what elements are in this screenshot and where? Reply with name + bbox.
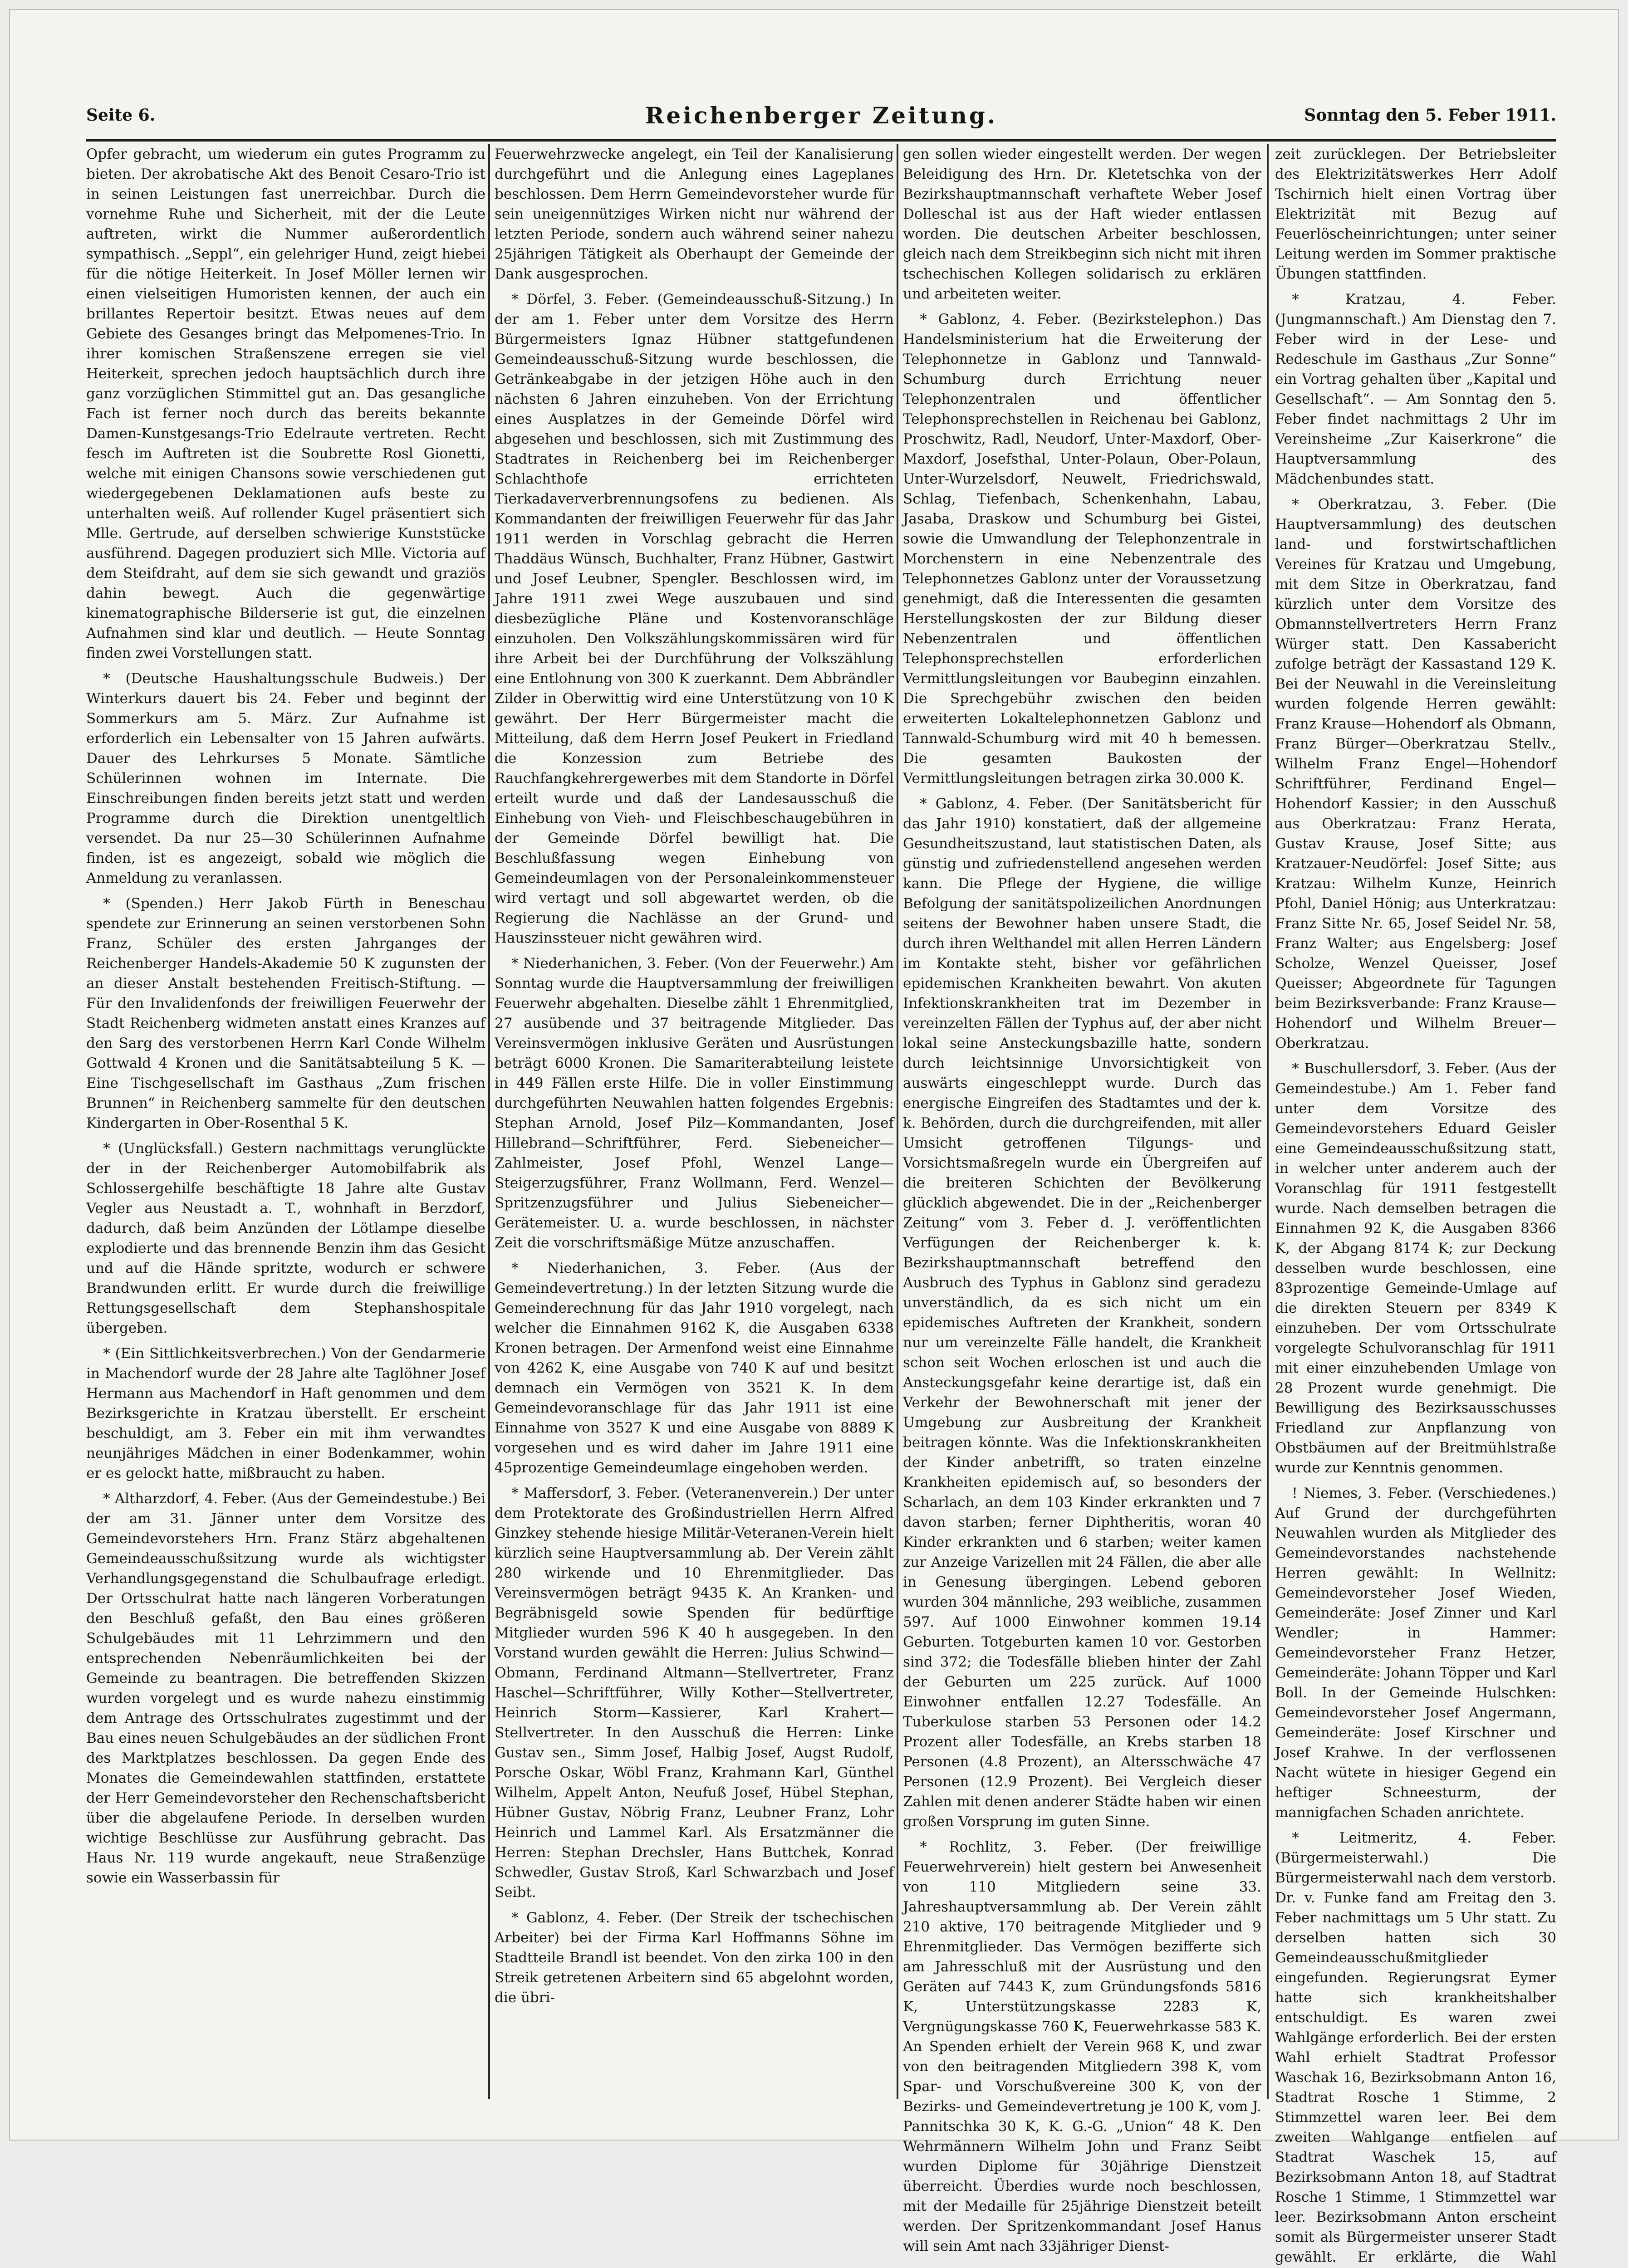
column-3 — [903, 144, 1261, 2254]
article-paragraph: * Altharzdorf, 4. Feber. (Aus der Gemeindestube.) Bei der am 31. Jänner unter dem Vorsitze des Gemeindevorstehers Hrn. Franz Stärz abgehaltenen Gemeindeausschußsitzung wurde als wichtigster Verhandlungsgegenstand die Schulbaufrage erledigt. Der Ortsschulrat hatte nach längeren Vorberatungen den Beschluß gefaßt, den Bau eines größeren Schulgebäudes mit 11 Lehrzimmern und den entsprechenden Nebenräumlichkeiten bei der Gemeinde zu beantragen. Die betreffenden Skizzen wurden vorgelegt und es wurde nahezu einstimmig dem Antrage des Ortsschulrates zugestimmt und der Bau eines neuen Schulgebäudes an der südlichen Front des Marktplatzes beschlossen. Da gegen Ende des Monates die Gemeindewahlen stattfinden, erstattete der Herr Gemeindevorsteher den Rechenschaftsbericht über die abgelaufene Periode. In derselben wurden wichtige Beschlüsse zur Ausführung gebracht. Das Haus Nr. 119 wurde angekauft, neue Straßenzüge sowie ein Wasserbassin für — [86, 1491, 485, 1886]
article-paragraph: * Buschullersdorf, 3. Feber. (Aus der Gemeindestube.) Am 1. Feber fand unter dem Vorsitze des Gemeindevorstehers Eduard Geisler eine Gemeindeausschußsitzung statt, in welcher unter anderem auch der Voranschlag für 1911 festgestellt wurde. Nach demselben betragen die Einnahmen 92 K, die Ausgaben 8366 K, der Abgang 8174 K; zur Deckung desselben wurde beschlossen, eine 83prozentige Gemeinde-Umlage auf die direkten Steuern per 8349 K einzuheben. Der vom Ortsschulrate vorgelegte Schulvoranschlag für 1911 mit einer einzuhebenden Umlage von 28 Prozent wurde genehmigt. Die Bewilligung des Bezirksausschusses Friedland zur Anpflanzung von Obstbäumen auf der Breitmühlstraße wurde zur Kenntnis genommen. — [1275, 1061, 1556, 1476]
article-paragraph: ! Niemes, 3. Feber. (Verschiedenes.) Auf Grund der durchgeführten Neuwahlen wurden als Mitglieder des Gemeindevorstandes nachstehende Herren gewählt: In Wellnitz: Gemeindevorsteher Josef Wieden, Gemeinderäte: Josef Zinner und Karl Wendler; in Hammer: Gemeindevorsteher Franz Hetzer, Gemeinderäte: Johann Töpper und Karl Boll. In der Gemeinde Hulschken: Gemeindevorsteher Josef Angermann, Gemeinderäte: Josef Kirschner und Josef Krahwe. In der verflossenen Nacht wütete in hiesiger Gegend ein heftiger Schneesturm, der mannigfachen Schaden anrichtete. — [1275, 1485, 1556, 1821]
article-paragraph: zeit zurücklegen. Der Betriebsleiter des Elektrizitätswerkes Herr Adolf Tschirnich hielt einen Vortrag über Elektrizität mit Bezug auf Feuerlöscheinrichtungen; unter seiner Leitung werden im Sommer praktische Übungen stattfinden. — [1275, 146, 1556, 282]
article-paragraph: * (Spenden.) Herr Jakob Fürth in Beneschau spendete zur Erinnerung an seinen verstorbenen Sohn Franz, Schüler des ersten Jahrganges der Reichenberger Handels-Akademie 50 K zugunsten der an dieser Anstalt bestehenden Freitisch-Stiftung. — Für den Invalidenfonds der freiwilligen Feuerwehr der Stadt Reichenberg widmeten anstatt eines Kranzes auf den Sarg des verstorbenen Herrn Karl Conde Wilhelm Gottwald 4 Kronen und die Sanitätsabteilung 5 K. — Eine Tischgesellschaft im Gasthaus „Zum frischen Brunnen“ in Reichenberg sammelte für den deutschen Kindergarten in Ober-Rosenthal 5 K. — [86, 895, 485, 1131]
article-paragraph: * Gablonz, 4. Feber. (Bezirkstelephon.) Das Handelsministerium hat die Erweiterung der Telephonnetze in Gablonz und Tannwald-Schumburg durch Errichtung neuer Telephonzentralen und öffentlicher Telephonsprechstellen in Reichenau bei Gablonz, Proschwitz, Radl, Neudorf, Unter-Maxdorf, Ober-Maxdorf, Josefsthal, Unter-Polaun, Ober-Polaun, Unter-Wurzelsdorf, Neuwelt, Friedrichswald, Schlag, Tiefenbach, Schenkenhahn, Labau, Jasaba, Draskow und Schumburg bei Gistei, sowie die Umwandlung der Telephonzentrale in Morchenstern in eine Nebenzentrale des Telephonnetzes Gablonz unter der Voraussetzung genehmigt, daß die Interessenten die gesamten Herstellungskosten der zur Bildung dieser Nebenzentralen und öffentlichen Telephonsprechstellen erforderlichen Vermittlungsleitungen vor Baubeginn einzahlen. Die Sprechgebühr zwischen den beiden erweiterten Lokaltelephonnetzen Gablonz und Tannwald-Schumburg wird mit 40 h bemessen. Die gesamten Baukosten der Vermittlungsleitungen betragen zirka 30.000 K. — [903, 311, 1261, 787]
article-paragraph: * Maffersdorf, 3. Feber. (Veteranenverein.) Der unter dem Protektorate des Großindustriellen Herrn Alfred Ginzkey stehende hiesige Militär-Veteranen-Verein hielt kürzlich seine Hauptversammlung ab. Der Verein zählt 280 wirkende und 10 Ehrenmitglieder. Das Vereinsvermögen beträgt 9435 K. An Kranken- und Begräbnisgeld sowie Spenden für bedürftige Mitglieder wurden 596 K 40 h ausgegeben. In den Vorstand wurden gewählt die Herren: Julius Schwind—Obmann, Ferdinand Altmann—Stellvertreter, Franz Haschel—Schriftführer, Willy Kother—Stellvertreter, Heinrich Storm—Kassierer, Karl Krahert—Stellvertreter. In den Ausschuß die Herren: Linke Gustav sen., Simm Josef, Halbig Josef, Augst Rudolf, Porsche Oskar, Wöbl Franz, Krahmann Karl, Günthel Wilhelm, Appelt Anton, Neufuß Josef, Hübel Stephan, Hübner Gustav, Nöbrig Franz, Leubner Franz, Lohr Heinrich und Lammel Karl. Als Ersatzmänner die Herren: Stephan Drechsler, Hans Buttchek, Konrad Schwedler, Gustav Stroß, Karl Schwarzbach und Josef Seibt. — [495, 1485, 894, 1901]
header-rule — [86, 139, 1556, 142]
article-paragraph: * (Deutsche Haushaltungsschule Budweis.) Der Winterkurs dauert bis 24. Feber und beginnt der Sommerkurs am 5. März. Zur Aufnahme ist erforderlich ein Lebensalter von 15 Jahren aufwärts. Dauer des Lehrkurses 5 Monate. Sämtliche Schülerinnen wohnen im Internate. Die Einschreibungen finden bereits jetzt statt und werden Programme durch die Direktion unentgeltlich versendet. Da nur 25—30 Schülerinnen Aufnahme finden, ist es angezeigt, sobald wie möglich die Anmeldung zu veranlassen. — [86, 670, 485, 886]
article-paragraph: Opfer gebracht, um wiederum ein gutes Programm zu bieten. Der akrobatische Akt des Benoit Cesaro-Trio ist in seinen Leistungen fast unerreichbar. Durch die vornehme Ruhe und Sicherheit, mit der die Leute auftreten, wirkt die Nummer außerordentlich sympathisch. „Seppl“, ein gelehriger Hund, zeigt hiebei für die nötige Heiterkeit. In Josef Möller lernen wir einen vielseitigen Humoristen kennen, der auch ein brillantes Repertoir besitzt. Etwas neues auf dem Gebiete des Gesanges bringt das Melpomenes-Trio. In ihrer komischen Straßenszene erregen sie viel Heiterkeit, sprechen jedoch hauptsächlich durch ihre ganz vorzüglichen Stimmittel gut an. Das gesangliche Fach ist ferner noch durch das bereits bekannte Damen-Kunstgesangs-Trio Edelraute vertreten. Recht fesch im Auftreten ist die Soubrette Rosl Gionetti, welche mit einigen Chansons sowie verschiedenen gut wiedergegebenen Deklamationen aufs beste zu unterhalten weiß. Auf rollender Kugel präsentiert sich Mlle. Gertrude, auf derselben schwierige Kunststücke ausführend. Dagegen produziert sich Mlle. Victoria auf dem Steifdraht, auf dem sie sich gewandt und graziös dahin bewegt. Auch die gegenwärtige kinematographische Bilderserie ist gut, die einzelnen Aufnahmen sind klar und deutlich. — Heute Sonntag finden zwei Vorstellungen statt. — [86, 146, 485, 661]
article-paragraph: gen sollen wieder eingestellt werden. Der wegen Beleidigung des Hrn. Dr. Kletetschka von der Bezirkshauptmannschaft verhaftete Weber Josef Dolleschal ist aus der Haft wieder entlassen worden. Die deutschen Arbeiter beschlossen, gleich nach dem Streikbeginn sich nicht mit ihren tschechischen Kollegen solidarisch zu erklären und arbeiteten weiter. — [903, 146, 1261, 302]
newspaper-page — [9, 9, 1619, 2265]
article-paragraph: * (Ein Sittlichkeitsverbrechen.) Von der Gendarmerie in Machendorf wurde der 28 Jahre alte Taglöhner Josef Hermann aus Machendorf in Haft genommen und dem Bezirksgerichte in Kratzau überstellt. Er erscheint beschuldigt, am 3. Feber ein mit ihm verwandtes neunjähriges Mädchen in einer Bodenkammer, wohin er es gelockt hatte, mißbraucht zu haben. — [86, 1345, 485, 1481]
article-paragraph: * Gablonz, 4. Feber. (Der Sanitätsbericht für das Jahr 1910) konstatiert, daß der allgemeine Gesundheitszustand, laut statistischen Daten, als günstig und zufriedenstellend angesehen werden kann. Die Pflege der Hygiene, die willige Befolgung der sanitätspolizeilichen Anordnungen seitens der Bewohner haben unsere Stadt, die durch ihren Welthandel mit allen Herren Ländern im Kontakte steht, bisher vor gefährlichen epidemischen Krankheiten bewahrt. Von akuten Infektionskrankheiten trat im Dezember in vereinzelten Fällen der Typhus auf, der aber nicht lokal seine Ansteckungsbazille hatte, sondern durch leichtsinnige Unvorsichtigkeit von auswärts eingeschleppt wurde. Durch das energische Eingreifen des Stadtamtes und der k. k. Behörden, durch die durchgreifenden, mit aller Umsicht getroffenen Tilgungs- und Vorsichtsmaßregeln wurde ein Übergreifen auf die breiteren Schichten der Bevölkerung glücklich abgewendet. Die in der „Reichenberger Zeitung“ vom 3. Feber d. J. veröffentlichten Verfügungen der Reichenberger k. k. Bezirkshauptmannschaft betreffend den Ausbruch des Typhus in Gablonz sind geradezu unverständlich, da es sich nicht um ein epidemisches Auftreten der Krankheit, sondern nur um vereinzelte Fälle handelt, die Krankheit schon seit Wochen erloschen ist und auch die Ansteckungsgefahr keine derartige ist, daß ein Verkehr der Bewohnerschaft mit jener der Umgebung zur Ausbreitung der Krankheit beitragen könnte. Was die Infektionskrankheiten der Kinder anbetrifft, so traten einzelne Krankheiten epidemisch auf, so besonders der Scharlach, an dem 103 Kinder erkrankten und 7 davon starben; ferner Diphtheritis, woran 40 Kinder erkrankten und 6 starben; weiter kamen zur Anzeige Varizellen mit 24 Fällen, die aber alle in Genesung übergingen. Lebend geboren wurden 304 männliche, 293 weibliche, zusammen 597. Auf 1000 Einwohner kommen 19.14 Geburten. Totgeburten kamen 10 vor. Gestorben sind 372; die Todesfälle blieben hinter der Zahl der Geburten um 225 zurück. Auf 1000 Einwohner entfallen 12.27 Todesfälle. An Tuberkulose starben 53 Personen oder 14.2 Prozent aller Todesfälle, an Krebs starben 18 Personen (4.8 Prozent), an Altersschwäche 47 Personen (12.9 Prozent). Bei Vergleich dieser Zahlen mit denen anderer Städte haben wir einen großen Vorsprung im guten Sinne. — [903, 796, 1261, 1830]
column-4 — [1275, 144, 1556, 2265]
article-paragraph: * Kratzau, 4. Feber. (Jungmannschaft.) Am Dienstag den 7. Feber wird in der Lese- und Redeschule im Gasthaus „Zur Sonne“ ein Vortrag gehalten über „Kapital und Gesellschaft“. — Am Sonntag den 5. Feber findet nachmittags 2 Uhr im Vereinsheime „Zur Kaiserkrone“ die Hauptversammlung des Mädchenbundes statt. — [1275, 291, 1556, 487]
article-paragraph: * Niederhanichen, 3. Feber. (Aus der Gemeindevertretung.) In der letzten Sitzung wurde die Gemeinderechnung für das Jahr 1910 vorgelegt, nach welcher die Einnahmen 9162 K, die Ausgaben 6338 Kronen betragen. Der Armenfond weist eine Einnahme von 4262 K, eine Ausgabe von 740 K auf und besitzt demnach ein Vermögen von 3521 K. In dem Gemeindevoranschlage für das Jahr 1911 ist eine Einnahme von 3527 K und eine Ausgabe von 8889 K vorgesehen und es wird daher im Jahre 1911 eine 45prozentige Gemeindeumlage eingehoben werden. — [495, 1260, 894, 1476]
article-paragraph: * Rochlitz, 3. Feber. (Der freiwillige Feuerwehrverein) hielt gestern bei Anwesenheit von 110 Mitgliedern seine 33. Jahreshauptversammlung ab. Der Verein zählt 210 aktive, 170 beitragende Mitglieder und 9 Ehrenmitglieder. Das Vermögen bezifferte sich am Jahresschluß mit der Ausrüstung und den Geräten auf 7443 K, zum Gründungsfonds 5816 K, Unterstützungskasse 2283 K, Vergnügungskasse 760 K, Feuerwehrkasse 583 K. An Spenden erhielt der Verein 968 K, und zwar von den beitragenden Mitgliedern 398 K, vom Spar- und Vorschußvereine 300 K, von der Bezirks- und Gemeindevertretung je 100 K, vom J. Pannitschka 30 K, K. G.-G. „Union“ 48 K. Den Wehrmännern Wilhelm John und Franz Seibt wurden Diplome für 30jährige Dienstzeit überreicht. Überdies wurde noch beschlossen, mit der Medaille für 25jährige Dienstzeit beteilt werden. Der Spritzenkommandant Josef Hanus will sein Amt nach 33jähriger Dienst- — [903, 1839, 1261, 2254]
article-paragraph: * Leitmeritz, 4. Feber. (Bürgermeisterwahl.) Die Bürgermeisterwahl nach dem verstorb. Dr. v. Funke fand am Freitag den 3. Feber nachmittags um 5 Uhr statt. Zu derselben hatten sich 30 Gemeindeausschußmitglieder eingefunden. Regierungsrat Eymer hatte sich krankheitshalber entschuldigt. Es waren zwei Wahlgänge erforderlich. Bei der ersten Wahl erhielt Stadtrat Professor Waschak 16, Bezirksobmann Anton 16, Stadtrat Rosche 1 Stimme, 2 Stimmzettel waren leer. Bei dem zweiten Wahlgange entfielen auf Stadtrat Waschek 15, auf Bezirksobmann Anton 18, auf Stadtrat Rosche 1 Stimme, 1 Stimmzettel war leer. Bezirksobmann Anton erscheint somit als Bürgermeister unserer Stadt gewählt. Er erklärte, die Wahl — [1275, 1830, 1556, 2265]
masthead: Reichenberger Zeitung. — [645, 102, 998, 129]
column-divider — [897, 144, 898, 2099]
column-1 — [86, 144, 485, 2099]
issue-date: Sonntag den 5. Feber 1911. — [1304, 106, 1556, 125]
page-header — [86, 102, 1556, 138]
article-paragraph: * Gablonz, 4. Feber. (Der Streik der tschechischen Arbeiter) bei der Firma Karl Hoffmanns Söhne im Stadtteile Brandl ist beendet. Von den zirka 100 in den Streik getretenen Arbeitern sind 65 abgelohnt worden, die übri- — [495, 1910, 894, 2006]
article-paragraph: * Niederhanichen, 3. Feber. (Von der Feuerwehr.) Am Sonntag wurde die Hauptversammlung der freiwilligen Feuerwehr abgehalten. Dieselbe zählt 1 Ehrenmitglied, 27 ausübende und 37 beitragende Mitglieder. Das Vereinsvermögen inklusive Geräten und Ausrüstungen beträgt 6000 Kronen. Die Samariterabteilung leistete in 449 Fällen erste Hilfe. Die in voller Einstimmung durchgeführten Neuwahlen hatten folgendes Ergebnis: Stephan Arnold, Josef Pilz—Kommandanten, Josef Hillebrand—Schriftführer, Ferd. Siebeneicher—Zahlmeister, Josef Pfohl, Wenzel Lange—Steigerzugsführer, Franz Wollmann, Ferd. Wenzel—Spritzenzugsführer und Julius Siebeneicher—Gerätemeister. U. a. wurde beschlossen, in nächster Zeit die vorschriftsmäßige Mütze anzuschaffen. — [495, 955, 894, 1251]
page-number: Seite 6. — [86, 106, 156, 125]
column-2 — [495, 144, 894, 2099]
article-paragraph: * Oberkratzau, 3. Feber. (Die Hauptversammlung) des deutschen land- und forstwirtschaftlichen Vereines für Kratzau und Umgebung, mit dem Sitze in Oberkratzau, fand kürzlich unter dem Vorsitze des Obmannstellvertreters Herrn Franz Würger statt. Den Kassabericht zufolge beträgt der Kassastand 129 K. Bei der Neuwahl in die Vereinsleitung wurden folgende Herren gewählt: Franz Krause—Hohendorf als Obmann, Franz Bürger—Oberkratzau Stellv., Wilhelm Franz Engel—Hohendorf Schriftführer, Ferdinand Engel—Hohendorf Kassier; in den Ausschuß aus Oberkratzau: Franz Herata, Gustav Krause, Josef Sitte; aus Kratzauer-Neudörfel: Josef Sitte; aus Kratzau: Wilhelm Kunze, Heinrich Pfohl, Daniel Hönig; aus Unterkratzau: Franz Sitte Nr. 65, Josef Seidel Nr. 58, Franz Walter; aus Engelsberg: Josef Scholze, Wenzel Queisser, Josef Queisser; Abgeordnete für Tagungen beim Bezirksverbande: Franz Krause—Hohendorf und Wilhelm Breuer—Oberkratzau. — [1275, 496, 1556, 1051]
article-paragraph: * (Unglücksfall.) Gestern nachmittags verunglückte der in der Reichenberger Automobilfabrik als Schlossergehilfe beschäftigte 18 Jahre alte Gustav Vegler aus Neustadt a. T., wohnhaft in Berzdorf, dadurch, daß beim Anzünden der Lötlampe dieselbe explodierte und das brennende Benzin ihm das Gesicht und auf die Hände spritzte, wodurch er schwere Brandwunden erlitt. Er wurde durch die freiwillige Rettungsgesellschaft dem Stephanshospitale übergeben. — [86, 1140, 485, 1336]
article-paragraph: * Dörfel, 3. Feber. (Gemeindeausschuß-Sitzung.) In der am 1. Feber unter dem Vorsitze des Herrn Bürgermeisters Ignaz Hübner stattgefundenen Gemeindeausschuß-Sitzung wurde beschlossen, die Getränkeabgabe in der jetzigen Höhe auch in den nächsten 6 Jahren einzuheben. Von der Errichtung eines Ausplatzes in der Gemeinde Dörfel wird abgesehen und beschlossen, sich mit Zustimmung des Stadtrates in Reichenberg bei im Reichenberger Schlachthofe errichteten Tierkadaververbrennungsofens zu bedienen. Als Kommandanten der freiwilligen Feuerwehr für das Jahr 1911 werden in Vorschlag gebracht die Herren Thaddäus Wünsch, Buchhalter, Franz Hübner, Gastwirt und Josef Leubner, Spengler. Beschlossen wird, im Jahre 1911 zwei Wege auszubauen und sind diesbezügliche Pläne und Kostenvoranschläge einzuholen. Den Volkszählungskommissären wird für ihre Arbeit bei der Durchführung der Volkszählung eine Entlohnung von 300 K zuerkannt. Dem Abbrändler Zilder in Oberwittig wird eine Unterstützung von 10 K gewährt. Der Herr Bürgermeister macht die Mitteilung, daß dem Herrn Josef Peukert in Friedland die Konzession zum Betriebe des Rauchfangkehrergewerbes mit dem Standorte in Dörfel erteilt wurde und daß der Landesausschuß die Einhebung von Vieh- und Fleischbeschaugebühren in der Gemeinde Dörfel bewilligt hat. Die Beschlußfassung wegen Einhebung von Gemeindeumlagen von der Personaleinkommensteuer wird vertagt und soll abgewartet werden, ob die Regierung die Nachlässe an der Grund- und Hauszinssteuer nicht gewähren wird. — [495, 291, 894, 946]
column-divider — [488, 144, 490, 2099]
article-paragraph: Feuerwehrzwecke angelegt, ein Teil der Kanalisierung durchgeführt und die Anlegung eines Lageplanes beschlossen. Dem Herrn Gemeindevorsteher wurde für sein uneigennütziges Wirken nicht nur während der letzten Periode, sondern auch während seiner nahezu 25jährigen Tätigkeit als Oberhaupt der Gemeinde der Dank ausgesprochen. — [495, 146, 894, 282]
column-divider — [1267, 144, 1269, 2099]
